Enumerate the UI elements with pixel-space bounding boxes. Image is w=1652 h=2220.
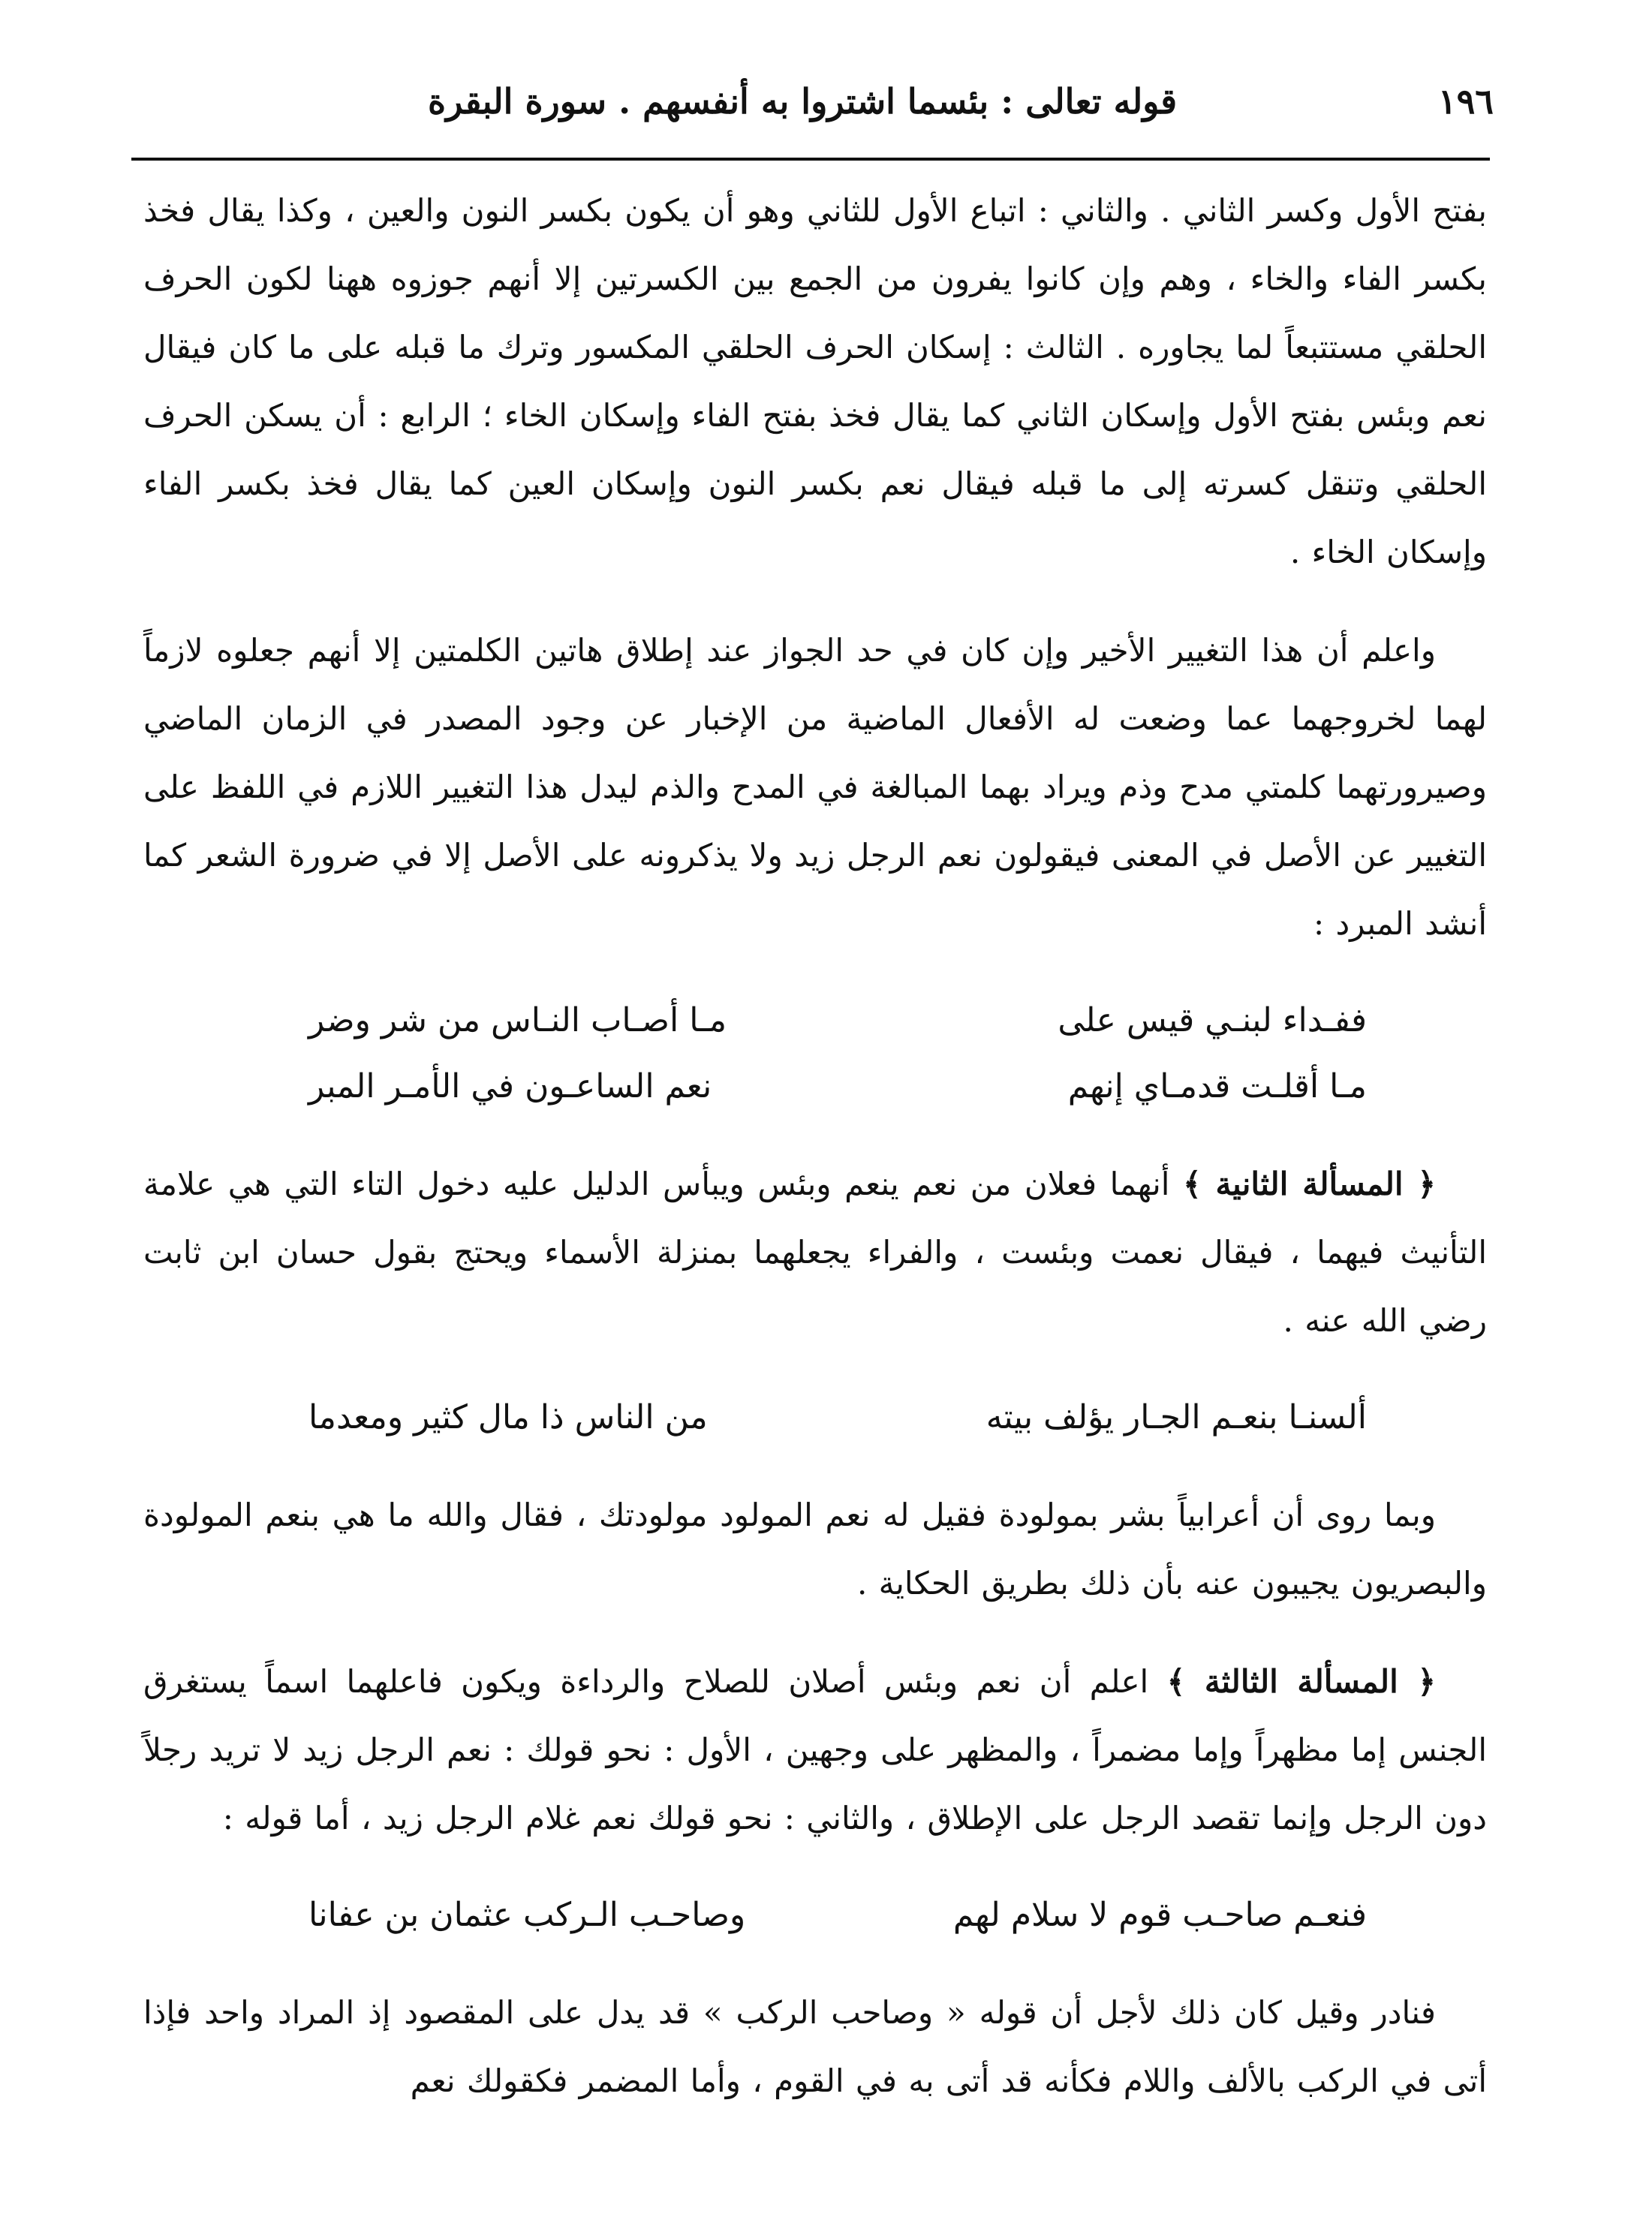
verse-line-2 [143, 1054, 1487, 1120]
paragraph-gap [143, 586, 1487, 616]
section-heading-2: ﴿ المسألة الثانية ﴾ [1183, 1166, 1436, 1202]
verse-4-first-hemistich: فنعـم صاحـب قوم لا سلام لهم [952, 1896, 1367, 1934]
running-title: قوله تعالى : بئسما اشتروا به أنفسهم . سورة البقرة [428, 81, 1178, 122]
paragraph-gap [143, 1451, 1487, 1481]
paragraph-1: بفتح الأول وكسر الثاني . والثاني : اتباع الأول للثاني وهو أن يكون بكسر النون والعين ، وكذا يقال فخذ بكسر الفاء والخاء ، وهم وإن كانوا يفرون من الجمع بين الكسرتين إلا أنهم جوزوه ههنا لكون الحرف الحلقي مستتبعاً لما يجاوره . الثالث : إسكان الحرف الحلقي المكسور وترك ما قبله على ما كان فيقال نعم وبئس بفتح الأول وإسكان الثاني كما يقال فخذ بفتح الفاء وإسكان الخاء ؛ الرابع : أن يسكن الحرف الحلقي وتنقل كسرته إلى ما قبله فيقال نعم بكسر النون وإسكان العين كما يقال فخذ بكسر الفاء وإسكان الخاء . [143, 192, 1487, 570]
verse-3-first-hemistich: ألسنـا بنعـم الجـار يؤلف بيته [985, 1398, 1367, 1436]
paragraph-6: فنادر وقيل كان ذلك لأجل أن قوله « وصاحب الركب » قد يدل على المقصود إذ المراد واحد فإذا أتى في الركب بالألف واللام فكأنه قد أتى به في القوم ، وأما المضمر فكقولك نعم [143, 1994, 1487, 2099]
paragraph-5-text: اعلم أن نعم وبئس أصلان للصلاح والرداءة ويكون فاعلهما اسماً يستغرق الجنس إما مظهراً وإما مضمراً ، والمظهر على وجهين ، الأول : نحو قولك : نعم الرجل زيد لا تريد رجلاً دون الرجل وإنما تقصد الرجل على الإطلاق ، والثاني : نحو قولك نعم غلام الرجل زيد ، أما قوله : [143, 1663, 1487, 1836]
paragraph-5 [143, 1647, 1487, 1852]
verse-4-second-hemistich: وصاحـب الـركب عثمان بن عفانا [308, 1896, 746, 1934]
paragraph-gap [143, 1617, 1487, 1647]
paragraph-2: واعلم أن هذا التغيير الأخير وإن كان في حد الجواز عند إطلاق هاتين الكلمتين إلا أنهم جعلوه لازماً لهما لخروجهما عما وضعت له الأفعال الماضية من الإخبار عن وجود المصدر في الزمان الماضي وصيرورتهما كلمتي مدح وذم ويراد بهما المبالغة في المدح والذم ليدل هذا التغيير اللازم في اللفظ على التغيير عن الأصل في المعنى فيقولون نعم الرجل زيد ولا يذكرونه على الأصل إلا في ضرورة الشعر كما أنشد المبرد : [143, 632, 1487, 942]
body-text [143, 176, 1487, 2115]
paragraph-gap [143, 1852, 1487, 1882]
verse-line-1 [143, 988, 1487, 1054]
paragraph-gap [143, 958, 1487, 988]
page-header [135, 71, 1501, 131]
paragraph-gap [143, 1120, 1487, 1150]
paragraph-gap [143, 1355, 1487, 1385]
section-heading-3: ﴿ المسألة الثالثة ﴾ [1166, 1663, 1436, 1700]
verse-2-first-hemistich: مـا أقلـت قدمـاي إنهم [1067, 1067, 1367, 1105]
verse-1-second-hemistich: مـا أصـاب النـاس من شر وضر [308, 1001, 727, 1039]
verse-2-second-hemistich: نعم الساعـون في الأمـر المبر [308, 1067, 712, 1105]
verse-line-3 [143, 1385, 1487, 1451]
paragraph-4: وبما روى أن أعرابياً بشر بمولودة فقيل له نعم المولود مولودتك ، فقال والله ما هي بنعم المولودة والبصريون يجيبون عنه بأن ذلك بطريق الحكاية . [143, 1497, 1487, 1602]
header-rule [131, 158, 1490, 161]
page-number: ١٩٦ [1437, 81, 1494, 122]
verse-line-4 [143, 1882, 1487, 1948]
verse-1-first-hemistich: ففـداء لبنـي قيس على [1058, 1001, 1367, 1039]
paragraph-gap [143, 1948, 1487, 1978]
paragraph-3-text: أنهما فعلان من نعم ينعم وبئس ويبأس الدليل عليه دخول التاء التي هي علامة التأنيث فيهما ، فيقال نعمت وبئست ، والفراء يجعلهما بمنزلة الأسماء ويحتج بقول حسان ابن ثابت رضي الله عنه . [143, 1166, 1487, 1339]
paragraph-3 [143, 1150, 1487, 1355]
verse-3-second-hemistich: من الناس ذا مال كثير ومعدما [308, 1398, 708, 1436]
